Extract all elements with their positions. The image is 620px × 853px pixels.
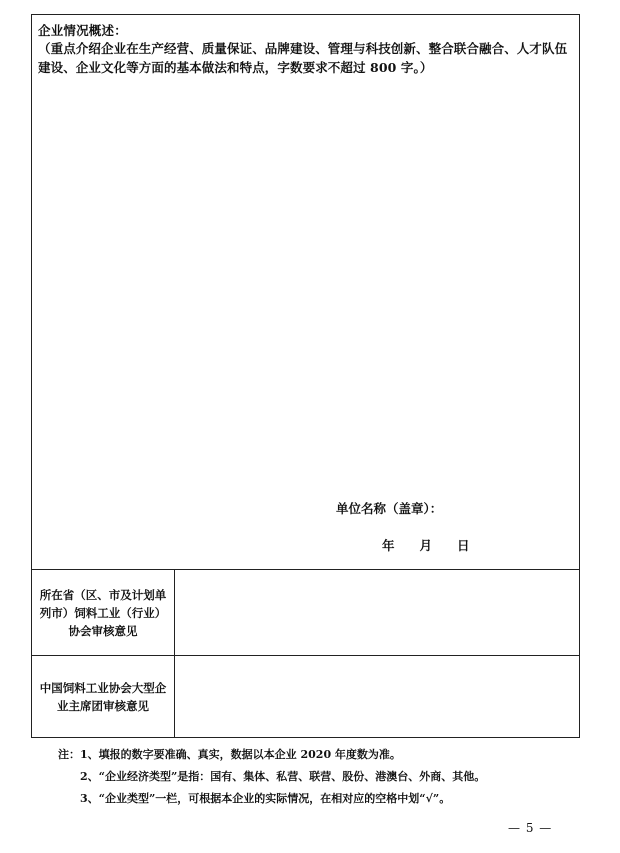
overview-title: 企业情况概述： (38, 23, 127, 38)
form-table (31, 14, 580, 738)
date-day-label: 日 (457, 538, 470, 553)
date-year-label: 年 (382, 538, 395, 553)
date-month-label: 月 (419, 538, 433, 553)
provincial-review-row (32, 570, 579, 656)
unit-name-seal-label: 单位名称（盖章）： (336, 501, 443, 516)
presidium-review-field[interactable] (175, 656, 579, 737)
date-line (382, 536, 470, 554)
page-number: — 5 — (508, 821, 553, 835)
note-2: 2、“企业经济类型”是指：国有、集体、私营、联营、股份、港澳台、外商、其他。 (80, 770, 486, 783)
enterprise-overview-cell[interactable] (32, 15, 579, 570)
note-3: 3、“企业类型”一栏，可根据本企业的实际情况，在相对应的空格中划“√”。 (80, 792, 451, 805)
provincial-review-field[interactable] (175, 570, 579, 655)
provincial-review-label: 所在省（区、市及计划单列市）饲料工业（行业）协会审核意见 (32, 570, 175, 655)
notes (58, 744, 588, 810)
overview-hint: （重点介绍企业在生产经营、质量保证、品牌建设、管理与科技创新、整合联合融合、人才队伍建设、企业文化等方面的基本做法和特点，字数要求不超过 800 字。） (38, 41, 568, 75)
note-1: 注：1、填报的数字要准确、真实，数据以本企业 2020 年度数为准。 (58, 748, 401, 761)
presidium-review-label: 中国饲料工业协会大型企业主席团审核意见 (32, 656, 175, 737)
presidium-review-row (32, 656, 579, 737)
